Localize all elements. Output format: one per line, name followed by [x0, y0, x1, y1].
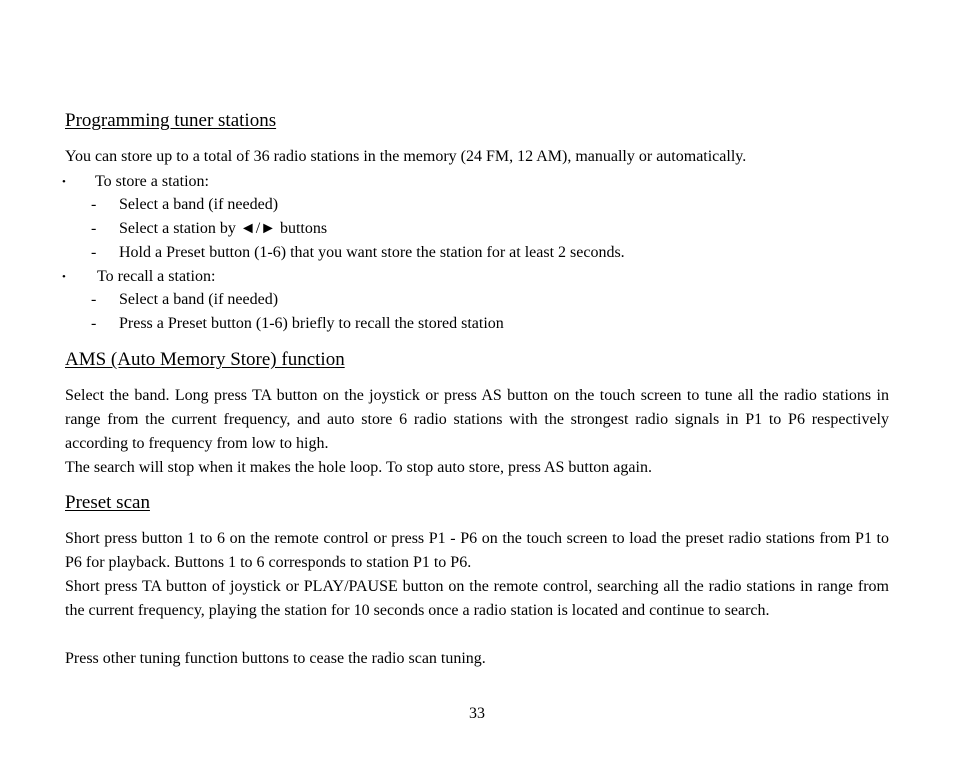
- store-step: Hold a Preset button (1-6) that you want store the station for at least 2 seconds.: [119, 244, 625, 261]
- store-step: Select a band (if needed): [119, 196, 279, 213]
- store-step: Select a station by ◄/► buttons: [119, 220, 328, 237]
- ams-paragraph: The search will stop when it makes the hole loop. To stop auto store, press AS button again.: [65, 459, 652, 476]
- dash-marker: -: [91, 220, 97, 237]
- dash-marker: -: [91, 244, 97, 261]
- store-label: To store a station:: [95, 173, 209, 190]
- preset-scan-paragraph: Short press button 1 to 6 on the remote control or press P1 - P6 on the touch screen to load the preset radio stations from P1 to P6 for playback. Buttons 1 to 6 corresponds to station P1 to P6.: [65, 530, 889, 571]
- recall-step: Select a band (if needed): [119, 291, 279, 308]
- recall-step: Press a Preset button (1-6) briefly to recall the stored station: [119, 315, 504, 332]
- section-heading-ams: AMS (Auto Memory Store) function: [65, 349, 345, 370]
- dash-marker: -: [91, 196, 97, 213]
- dash-marker: -: [91, 315, 97, 332]
- dash-marker: -: [91, 291, 97, 308]
- preset-scan-paragraph: Press other tuning function buttons to cease the radio scan tuning.: [65, 650, 486, 667]
- intro-text: You can store up to a total of 36 radio stations in the memory (24 FM, 12 AM), manually or automatically.: [65, 148, 747, 165]
- section-heading-preset-scan: Preset scan: [65, 492, 150, 513]
- bullet-recall: •: [62, 271, 66, 283]
- ams-paragraph: Select the band. Long press TA button on the joystick or press AS button on the touch screen to tune all the radio stations in range from the current frequency, and auto store 6 radio stations with the strongest radio signals in P1 to P6 respectively according to frequency from low to high.: [65, 387, 889, 452]
- recall-label: To recall a station:: [97, 268, 216, 285]
- preset-scan-paragraph: Short press TA button of joystick or PLAY/PAUSE button on the remote control, searching all the radio stations in range from the current frequency, playing the station for 10 seconds once a radio station is located and continue to search.: [65, 578, 889, 619]
- page-number: 33: [469, 705, 485, 722]
- section-heading-programming: Programming tuner stations: [65, 110, 277, 131]
- bullet-store: •: [62, 176, 66, 188]
